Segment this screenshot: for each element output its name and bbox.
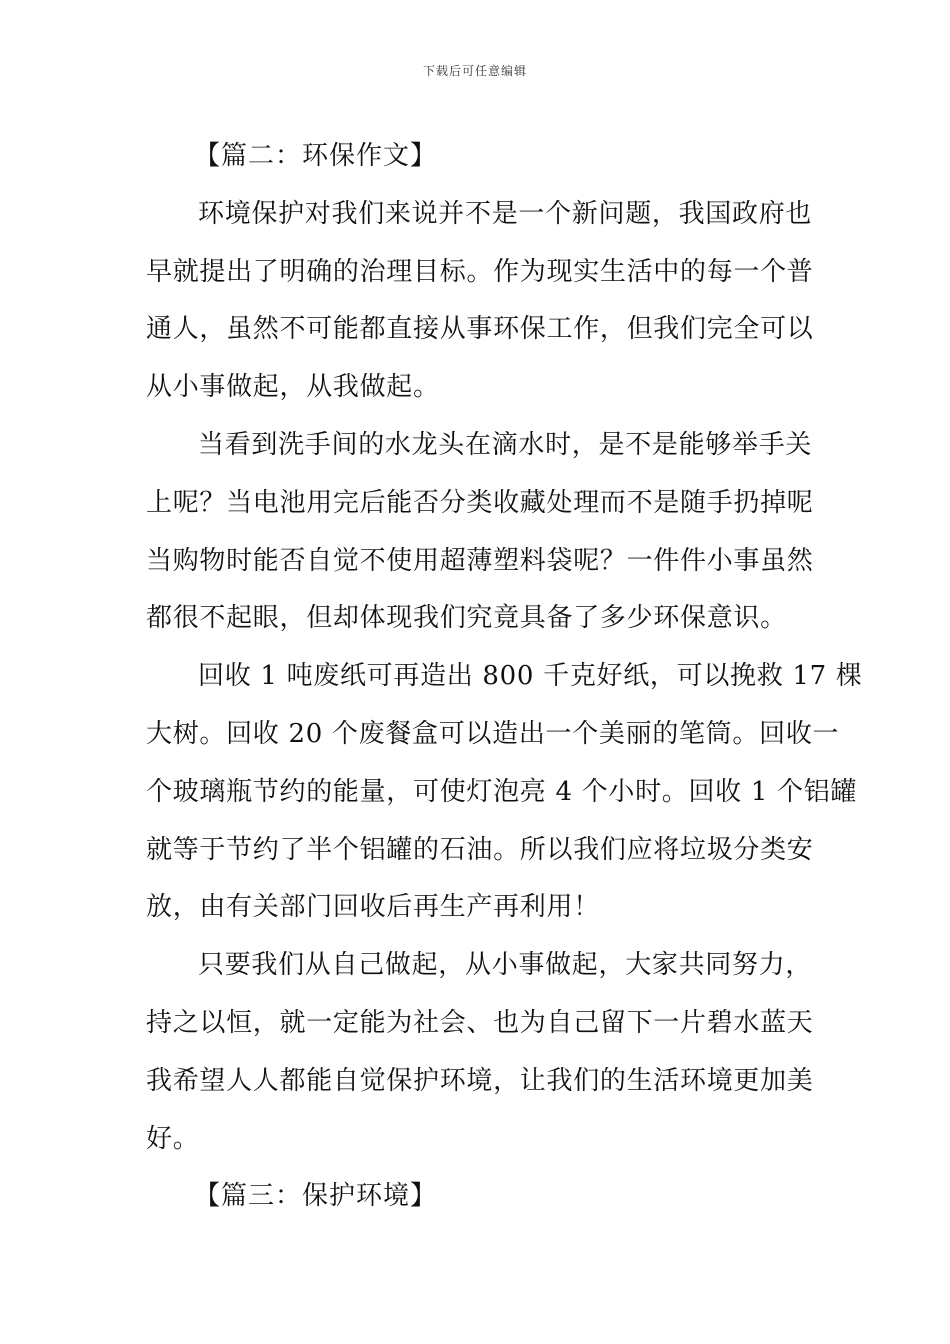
paragraph-line: 从小事做起，从我做起。 [146, 372, 440, 403]
paragraph-line: 放，由有关部门回收后再生产再利用！ [146, 892, 600, 923]
paragraph-line: 回收 1 吨废纸可再造出 800 千克好纸，可以挽救 17 棵 [198, 661, 863, 692]
paragraph-line: 个玻璃瓶节约的能量，可使灯泡亮 4 个小时。回收 1 个铝罐 [146, 776, 858, 807]
paragraph-line: 我希望人人都能自觉保护环境，让我们的生活环境更加美 [146, 1065, 814, 1096]
section-2-title: 【篇二：环保作文】 [194, 141, 438, 171]
paragraph-line: 环境保护对我们来说并不是一个新问题，我国政府也 [198, 198, 813, 229]
paragraph-line: 持之以恒，就一定能为社会、也为自己留下一片碧水蓝天 [146, 1007, 814, 1038]
paragraph-line: 只要我们从自己做起，从小事做起，大家共同努力， [198, 950, 813, 981]
section-3-title: 【篇三：保护环境】 [194, 1181, 438, 1212]
paragraph-line: 当看到洗手间的水龙头在滴水时，是不是能够举手关 [198, 429, 813, 460]
paragraph-2 [146, 417, 814, 648]
paragraph-1 [146, 186, 814, 417]
paragraph-line: 当购物时能否自觉不使用超薄塑料袋呢？一件件小事虽然 [146, 545, 814, 576]
paragraph-line: 上呢？当电池用完后能否分类收藏处理而不是随手扔掉呢 [146, 487, 814, 518]
document-body [146, 128, 863, 1226]
paragraph-4 [146, 937, 814, 1168]
paragraph-line: 都很不起眼，但却体现我们究竟具备了多少环保意识。 [146, 603, 787, 634]
paragraph-line: 大树。回收 20 个废餐盒可以造出一个美丽的笔筒。回收一 [146, 718, 840, 749]
paragraph-line: 好。 [146, 1123, 200, 1154]
header-note: 下载后可任意编辑 [422, 64, 527, 78]
paragraph-line: 通人，虽然不可能都直接从事环保工作，但我们完全可以 [146, 314, 814, 345]
paragraph-line: 早就提出了明确的治理目标。作为现实生活中的每一个普 [146, 256, 814, 287]
paragraph-3 [146, 648, 863, 937]
paragraph-line: 就等于节约了半个铝罐的石油。所以我们应将垃圾分类安 [146, 834, 814, 865]
